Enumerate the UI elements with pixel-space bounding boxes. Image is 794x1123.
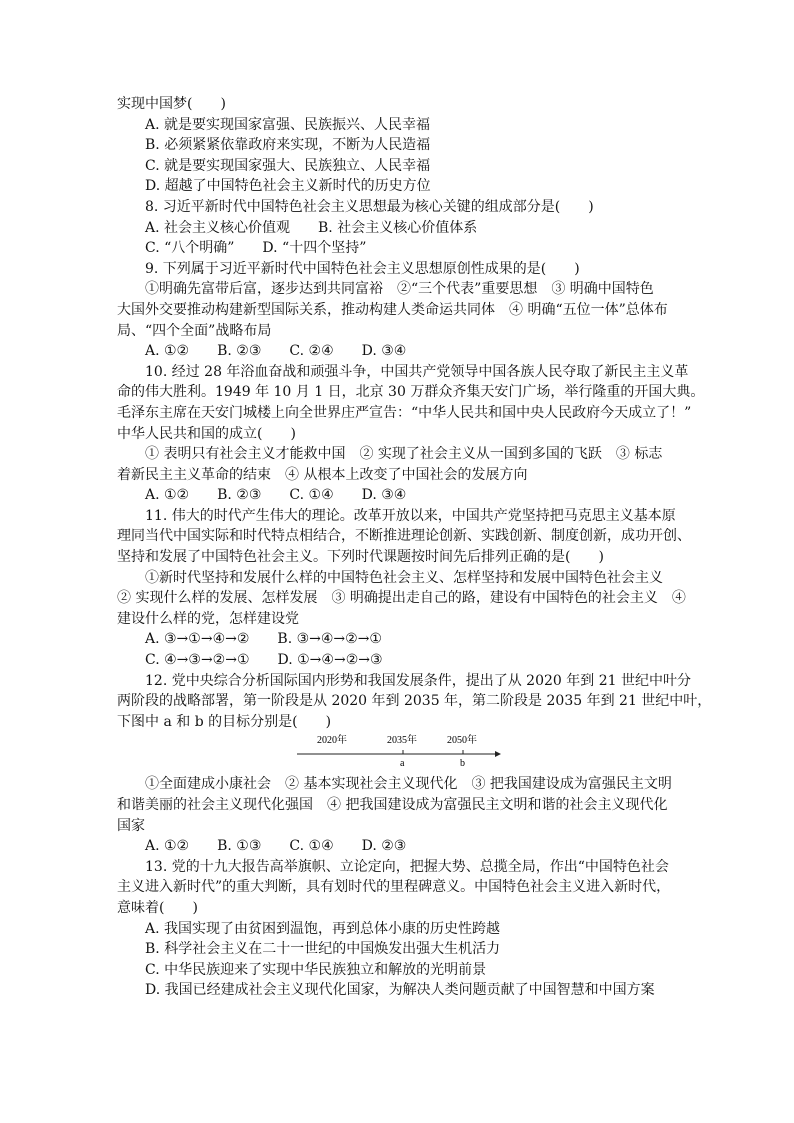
answer-option-line: A. ①② B. ②③ C. ①④ D. ③④ xyxy=(145,487,407,504)
timeline-label-2020: 2020年 xyxy=(317,735,347,747)
text-line: 着新民主主义革命的结束 ④ 从根本上改变了中国社会的发展方向 xyxy=(117,466,528,483)
answer-option-line: B. 必须紧紧依靠政府来实现，不断为人民造福 xyxy=(145,137,431,154)
text-line: ② 实现什么样的发展、怎样发展 ③ 明确提出走自己的路，建设有中国特色的社会主义 ④ xyxy=(117,590,686,607)
text-line: 局、“四个全面”战略布局 xyxy=(117,322,272,339)
text-line: 实现中国梦( ) xyxy=(117,96,226,112)
text-line: 建设什么样的党，怎样建设党 xyxy=(117,610,299,627)
text-line: 和谐美丽的社会主义现代化强国 ④ 把我国建设成为富强民主文明和谐的社会主义现代化 xyxy=(117,797,668,813)
question-line: 9. 下列属于习近平新时代中国特色社会主义思想原创性成果的是( ) xyxy=(145,260,580,277)
question-line: ①明确先富带后富，逐步达到共同富裕 ②“三个代表”重要思想 ③ 明确中国特色 xyxy=(145,281,654,298)
question-line: 12. 党中央综合分析国际国内形势和我国发展条件，提出了从 2020 年到 21 世纪中叶分 xyxy=(145,672,691,689)
text-line: 主义进入新时代”的重大判断，具有划时代的里程碑意义。中国特色社会主义进入新时代， xyxy=(117,879,671,896)
answer-option-line: A. 社会主义核心价值观 B. 社会主义核心价值体系 xyxy=(145,219,478,236)
question-block-12-13 xyxy=(117,774,687,1001)
question-line: 10. 经过 28 年浴血奋战和顽强斗争，中国共产党领导中国各族人民夺取了新民主主义革 xyxy=(145,363,689,380)
timeline-mark-a: a xyxy=(400,758,405,770)
question-line: 8. 习近平新时代中国特色社会主义思想最为核心关键的组成部分是( ) xyxy=(145,198,594,215)
question-line: ①新时代坚持和发展什么样的中国特色社会主义、怎样坚持和发展中国特色社会主义 xyxy=(145,569,663,586)
document-page xyxy=(117,94,712,1001)
question-line: 11. 伟大的时代产生伟大的理论。改革开放以来，中国共产党坚持把马克思主义基本原 xyxy=(145,507,676,524)
timeline-mark-b: b xyxy=(460,758,465,770)
text-line: 意味着( ) xyxy=(117,899,198,916)
answer-option-line: C. “八个明确” D. “十四个坚持” xyxy=(145,240,367,257)
answer-option-line: A. ①② B. ②③ C. ②④ D. ③④ xyxy=(145,343,407,360)
text-line: 坚持和发展了中国特色社会主义。下列时代课题按时间先后排列正确的是( ) xyxy=(117,549,604,566)
answer-option-line: C. ④→③→②→① D. ①→④→②→③ xyxy=(145,652,383,669)
question-line: 13. 党的十九大报告高举旗帜、立论定向，把握大势、总揽全局，作出“中国特色社会 xyxy=(145,858,669,875)
answer-option-line: D. 我国已经建成社会主义现代化国家，为解决人类问题贡献了中国智慧和中国方案 xyxy=(145,982,655,999)
answer-option-line: C. 中华民族迎来了实现中华民族独立和解放的光明前景 xyxy=(145,961,487,978)
text-line: 毛泽东主席在天安门城楼上向全世界庄严宣告：“中华人民共和国中央人民政府今天成立了！” xyxy=(117,404,692,421)
answer-option-line: B. 科学社会主义在二十一世纪的中国焕发出强大生机活力 xyxy=(145,941,501,958)
text-line: 中华人民共和国的成立( ) xyxy=(117,425,296,442)
question-line: ①全面建成小康社会 ② 基本实现社会主义现代化 ③ 把我国建设成为富强民主文明 xyxy=(145,776,672,793)
timeline-label-2050: 2050年 xyxy=(447,735,477,747)
text-line: 两阶段的战略部署，第一阶段是从 2020 年到 2035 年，第二阶段是 2035 年到 21 世纪中叶， xyxy=(117,693,712,710)
text-line: 国家 xyxy=(117,817,145,834)
timeline-svg xyxy=(295,732,515,772)
answer-option-line: A. 我国实现了由贫困到温饱，再到总体小康的历史性跨越 xyxy=(145,920,501,937)
text-line: 理同当代中国实际和时代特点相结合，不断推进理论创新、实践创新、制度创新，成功开创、 xyxy=(117,528,691,545)
answer-option-line: D. 超越了中国特色社会主义新时代的历史方位 xyxy=(145,178,431,195)
timeline-arrow xyxy=(495,751,501,757)
text-line: 命的伟大胜利。1949 年 10 月 1 日，北京 30 万群众齐集天安门广场，举行隆重的开国大典。 xyxy=(117,384,705,401)
answer-option-line: C. 就是要实现国家强大、民族独立、人民幸福 xyxy=(145,157,431,174)
question-line: ① 表明只有社会主义才能救中国 ② 实现了社会主义从一国到多国的飞跃 ③ 标志 xyxy=(145,446,663,463)
answer-option-line: A. ③→①→④→② B. ③→④→②→① xyxy=(145,631,382,648)
question-block-7-12 xyxy=(117,94,712,732)
answer-option-line: A. 就是要实现国家富强、民族振兴、人民幸福 xyxy=(145,116,431,133)
answer-option-line: A. ①② B. ①③ C. ①④ D. ②③ xyxy=(145,838,407,855)
text-line: 大国外交要推动构建新型国际关系，推动构建人类命运共同体 ④ 明确“五位一体”总体布 xyxy=(117,301,668,318)
timeline-label-2035: 2035年 xyxy=(387,735,417,747)
text-line: 下图中 a 和 b 的目标分别是( ) xyxy=(117,713,332,730)
timeline-figure xyxy=(117,732,687,774)
